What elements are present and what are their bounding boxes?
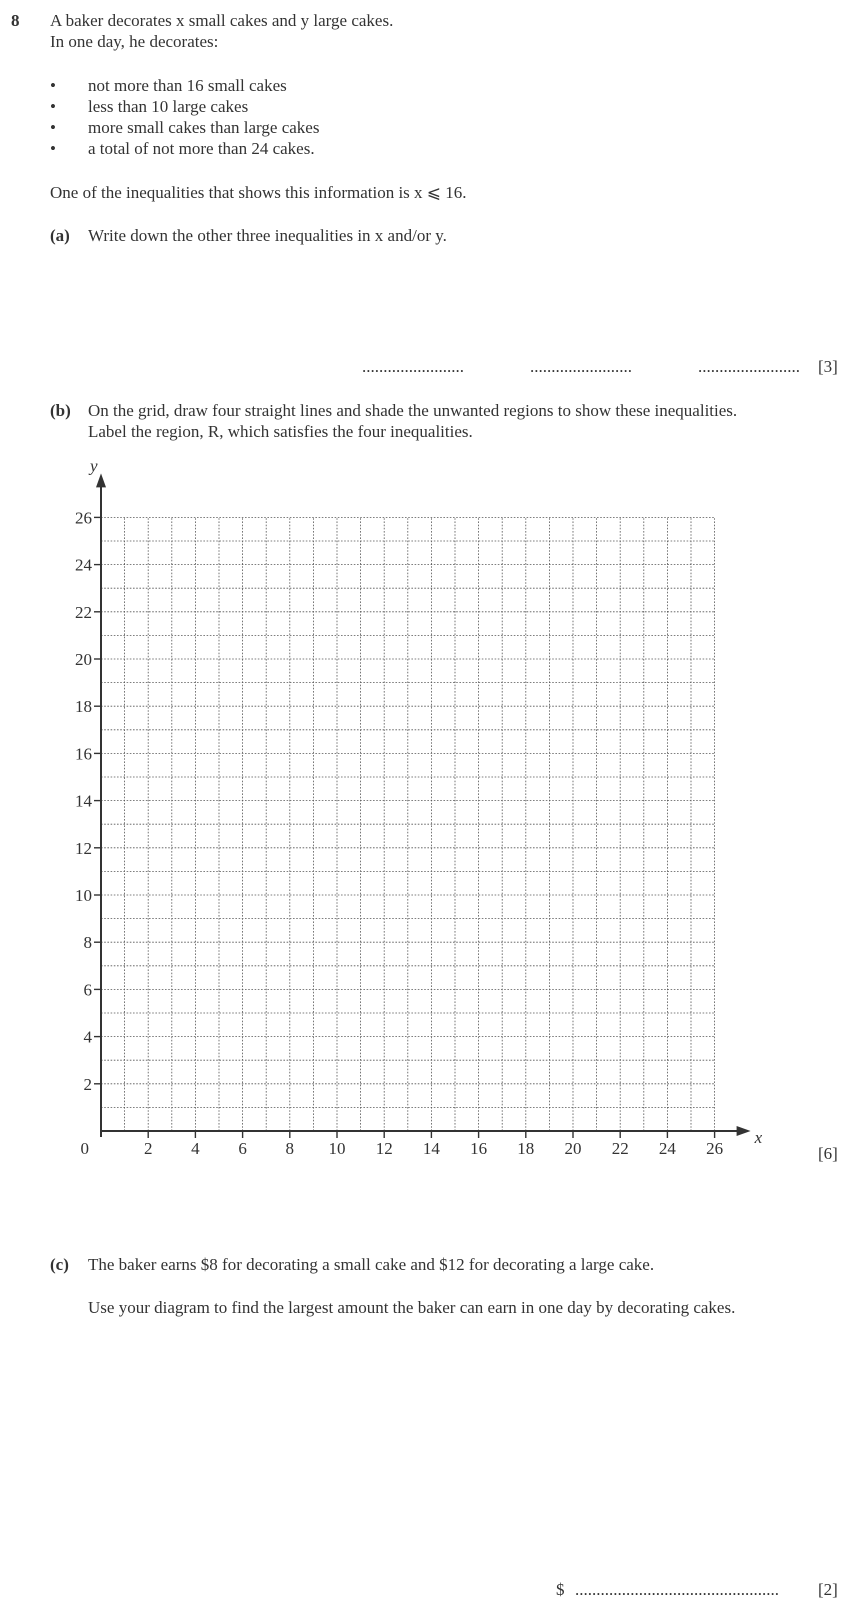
part-c-text-line2: Use your diagram to find the largest amount the baker can earn in one day by decorating cakes. bbox=[88, 1298, 736, 1317]
x-tick-label: 2 bbox=[143, 1139, 153, 1158]
answer-line-c[interactable]: ................................................ bbox=[575, 1580, 779, 1599]
minor-grid-lines bbox=[101, 517, 715, 1131]
currency-symbol: $ bbox=[556, 1580, 565, 1599]
x-tick-label: 10 bbox=[328, 1139, 346, 1158]
bullet-text: less than 10 large cakes bbox=[88, 97, 249, 116]
bullet-icon: • bbox=[50, 76, 56, 95]
x-tick-label: 26 bbox=[706, 1139, 724, 1158]
y-tick-label: 26 bbox=[75, 508, 92, 528]
bullet-text: not more than 16 small cakes bbox=[88, 76, 287, 95]
y-tick-label: 20 bbox=[75, 650, 92, 669]
y-tick-label: 12 bbox=[75, 838, 92, 858]
y-tick-label: 2 bbox=[83, 1074, 92, 1094]
y-tick-label: 8 bbox=[83, 933, 92, 953]
x-tick-label: 24 bbox=[658, 1139, 676, 1158]
answer-line-3[interactable]: ........................ bbox=[698, 357, 800, 376]
bullet-text: more small cakes than large cakes bbox=[88, 118, 320, 137]
list-item bbox=[0, 75, 853, 96]
y-tick-label: 6 bbox=[83, 980, 92, 1000]
x-tick-label: 12 bbox=[375, 1139, 393, 1158]
part-a-text: Write down the other three inequalities in x and/or y. bbox=[88, 226, 447, 245]
tick-marks bbox=[94, 517, 715, 1138]
bullet-icon: • bbox=[50, 97, 56, 116]
x-axis-arrow-icon bbox=[737, 1126, 751, 1136]
x-tick-label: 6 bbox=[238, 1139, 247, 1158]
axes bbox=[96, 473, 751, 1137]
x-axis-label: x bbox=[754, 1128, 763, 1147]
x-tick-label: 8 bbox=[285, 1139, 295, 1158]
question-intro-line2: In one day, he decorates: bbox=[50, 32, 219, 51]
x-tick-label: 20 bbox=[564, 1139, 582, 1158]
part-c-marks: [2] bbox=[818, 1580, 838, 1599]
part-a-marks: [3] bbox=[818, 357, 838, 376]
y-tick-label: 18 bbox=[75, 697, 92, 717]
bullet-text: a total of not more than 24 cakes. bbox=[88, 139, 315, 158]
graph-grid[interactable] bbox=[0, 455, 853, 1175]
origin-label: 0 bbox=[80, 1139, 89, 1158]
part-b-label: (b) bbox=[50, 401, 71, 420]
question-number: 8 bbox=[11, 11, 20, 30]
part-b-marks: [6] bbox=[818, 1144, 838, 1163]
y-tick-label: 14 bbox=[75, 791, 92, 811]
bullet-icon: • bbox=[50, 139, 56, 158]
bullet-icon: • bbox=[50, 118, 56, 137]
question-intro-line1: A baker decorates x small cakes and y large cakes. bbox=[50, 11, 394, 30]
part-c-text-line1: The baker earns $8 for decorating a small cake and $12 for decorating a large cake. bbox=[88, 1255, 655, 1274]
x-tick-label: 18 bbox=[517, 1139, 535, 1158]
x-tick-label: 16 bbox=[470, 1139, 488, 1158]
answer-line-2[interactable]: ........................ bbox=[530, 357, 632, 376]
y-tick-label: 24 bbox=[75, 555, 92, 575]
y-tick-label: 16 bbox=[75, 744, 92, 764]
part-b-text-line2: Label the region, R, which satisfies the four inequalities. bbox=[88, 422, 473, 441]
x-tick-label: 14 bbox=[422, 1139, 440, 1158]
part-a-label: (a) bbox=[50, 226, 70, 245]
list-item bbox=[0, 117, 853, 138]
x-tick-label: 22 bbox=[611, 1139, 629, 1158]
y-tick-label: 10 bbox=[75, 886, 92, 905]
list-item bbox=[0, 96, 853, 117]
answer-line-1[interactable]: ........................ bbox=[362, 357, 464, 376]
y-axis-label: y bbox=[90, 456, 98, 476]
x-tick-label: 4 bbox=[191, 1139, 200, 1158]
part-b-text-line1: On the grid, draw four straight lines and shade the unwanted regions to show these inequalities. bbox=[88, 401, 738, 420]
list-item bbox=[0, 138, 853, 159]
part-c-label: (c) bbox=[50, 1255, 69, 1274]
y-tick-label: 4 bbox=[83, 1027, 92, 1047]
y-tick-label: 22 bbox=[75, 602, 92, 622]
given-inequality: One of the inequalities that shows this information is x ⩽ 16. bbox=[50, 183, 467, 202]
y-axis-arrow-icon bbox=[96, 473, 106, 487]
